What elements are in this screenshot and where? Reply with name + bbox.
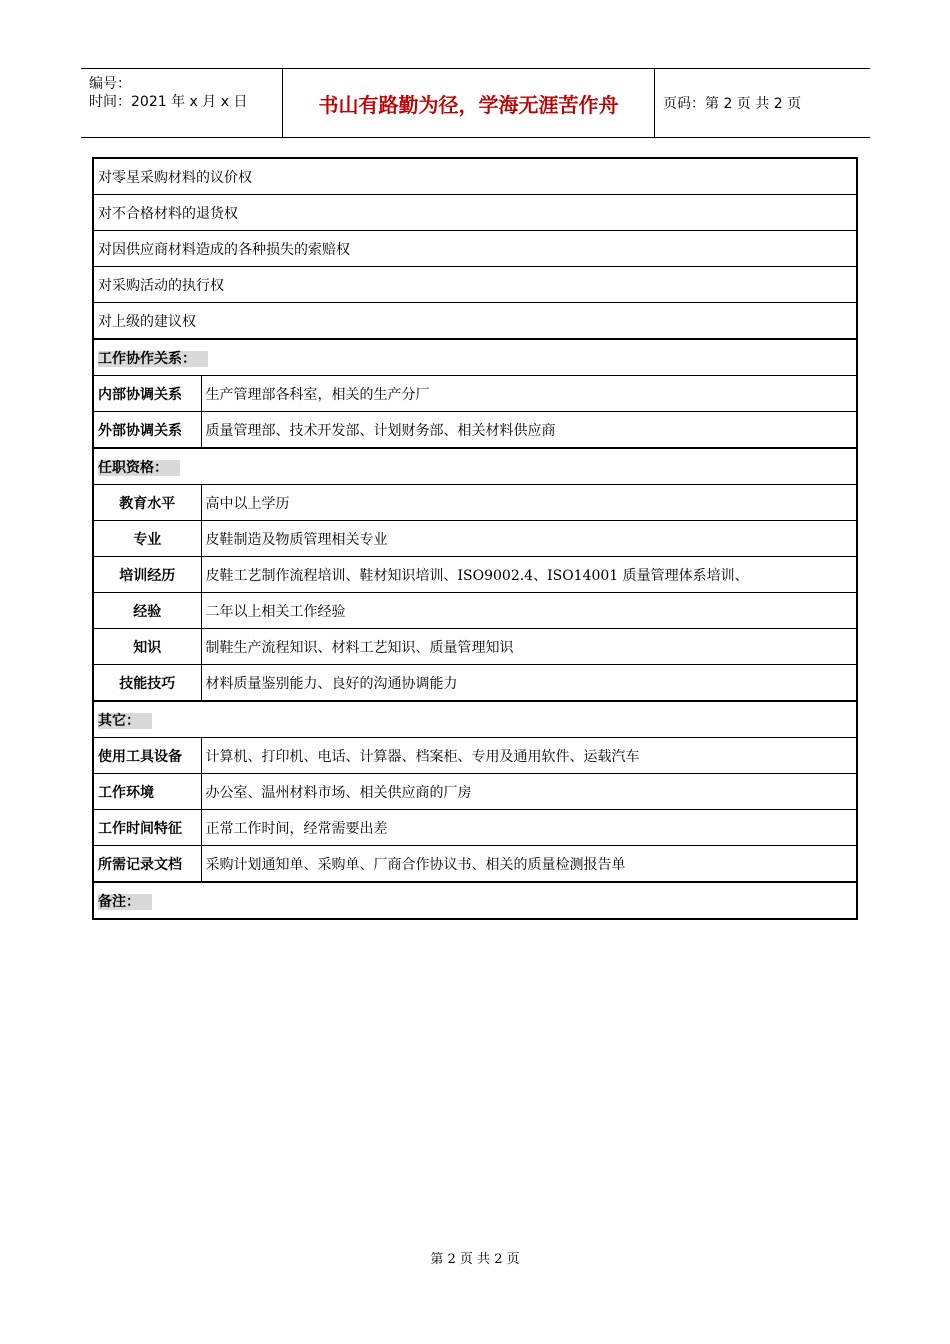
job-description-table bbox=[92, 157, 858, 920]
document-number-label: 编号： bbox=[89, 76, 131, 92]
table-row bbox=[93, 665, 857, 702]
row-label: 所需记录文档 bbox=[93, 846, 201, 883]
rights-row bbox=[93, 231, 857, 267]
row-value: 皮鞋工艺制作流程培训、鞋材知识培训、ISO9002.4、ISO14001 质量管理体系培训、 bbox=[201, 557, 857, 593]
row-label: 技能技巧 bbox=[93, 665, 201, 702]
row-label: 教育水平 bbox=[93, 485, 201, 521]
rights-row bbox=[93, 158, 857, 195]
right-item: 对因供应商材料造成的各种损失的索赔权 bbox=[93, 231, 857, 267]
row-value: 皮鞋制造及物质管理相关专业 bbox=[201, 521, 857, 557]
section-header-row bbox=[93, 701, 857, 738]
page-header bbox=[81, 68, 870, 138]
row-label: 工作环境 bbox=[93, 774, 201, 810]
right-item: 对不合格材料的退货权 bbox=[93, 195, 857, 231]
row-value: 二年以上相关工作经验 bbox=[201, 593, 857, 629]
header-info-cell bbox=[81, 69, 283, 137]
right-item: 对上级的建议权 bbox=[93, 303, 857, 340]
date-label: 时间：2021 年 x 月 x 日 bbox=[89, 94, 248, 110]
section-title-cooperation: 工作协作关系： bbox=[98, 351, 208, 367]
row-label: 经验 bbox=[93, 593, 201, 629]
table-row bbox=[93, 521, 857, 557]
row-label: 外部协调关系 bbox=[93, 412, 201, 449]
row-label: 专业 bbox=[93, 521, 201, 557]
row-label: 工作时间特征 bbox=[93, 810, 201, 846]
table-row bbox=[93, 376, 857, 412]
rights-row bbox=[93, 303, 857, 340]
section-title-qualifications: 任职资格： bbox=[98, 460, 180, 476]
row-value: 质量管理部、技术开发部、计划财务部、相关材料供应商 bbox=[201, 412, 857, 449]
header-motto-cell bbox=[283, 69, 655, 137]
section-title-remarks: 备注： bbox=[98, 894, 152, 910]
table-row bbox=[93, 810, 857, 846]
right-item: 对零星采购材料的议价权 bbox=[93, 158, 857, 195]
table-row bbox=[93, 629, 857, 665]
row-value: 办公室、温州材料市场、相关供应商的厂房 bbox=[201, 774, 857, 810]
row-value: 制鞋生产流程知识、材料工艺知识、质量管理知识 bbox=[201, 629, 857, 665]
row-value: 生产管理部各科室，相关的生产分厂 bbox=[201, 376, 857, 412]
row-value: 采购计划通知单、采购单、厂商合作协议书、相关的质量检测报告单 bbox=[201, 846, 857, 883]
table-row bbox=[93, 738, 857, 774]
row-value: 高中以上学历 bbox=[201, 485, 857, 521]
page-info: 页码：第 2 页 共 2 页 bbox=[663, 96, 802, 112]
table-row bbox=[93, 485, 857, 521]
table-row bbox=[93, 412, 857, 449]
row-label: 培训经历 bbox=[93, 557, 201, 593]
motto: 书山有路勤为径，学海无涯苦作舟 bbox=[318, 92, 619, 117]
row-value: 材料质量鉴别能力、良好的沟通协调能力 bbox=[201, 665, 857, 702]
row-label: 使用工具设备 bbox=[93, 738, 201, 774]
page-footer: 第 2 页 共 2 页 bbox=[430, 1252, 520, 1267]
rights-row bbox=[93, 267, 857, 303]
table-row bbox=[93, 774, 857, 810]
rights-row bbox=[93, 195, 857, 231]
row-value: 计算机、打印机、电话、计算器、档案柜、专用及通用软件、运载汽车 bbox=[201, 738, 857, 774]
section-header-row bbox=[93, 448, 857, 485]
header-page-cell bbox=[655, 69, 870, 137]
row-label: 内部协调关系 bbox=[93, 376, 201, 412]
row-value: 正常工作时间，经常需要出差 bbox=[201, 810, 857, 846]
section-header-row bbox=[93, 339, 857, 376]
table-row bbox=[93, 557, 857, 593]
table-row bbox=[93, 593, 857, 629]
right-item: 对采购活动的执行权 bbox=[93, 267, 857, 303]
table-row bbox=[93, 846, 857, 883]
section-title-other: 其它： bbox=[98, 713, 152, 729]
section-header-row bbox=[93, 882, 857, 919]
row-label: 知识 bbox=[93, 629, 201, 665]
